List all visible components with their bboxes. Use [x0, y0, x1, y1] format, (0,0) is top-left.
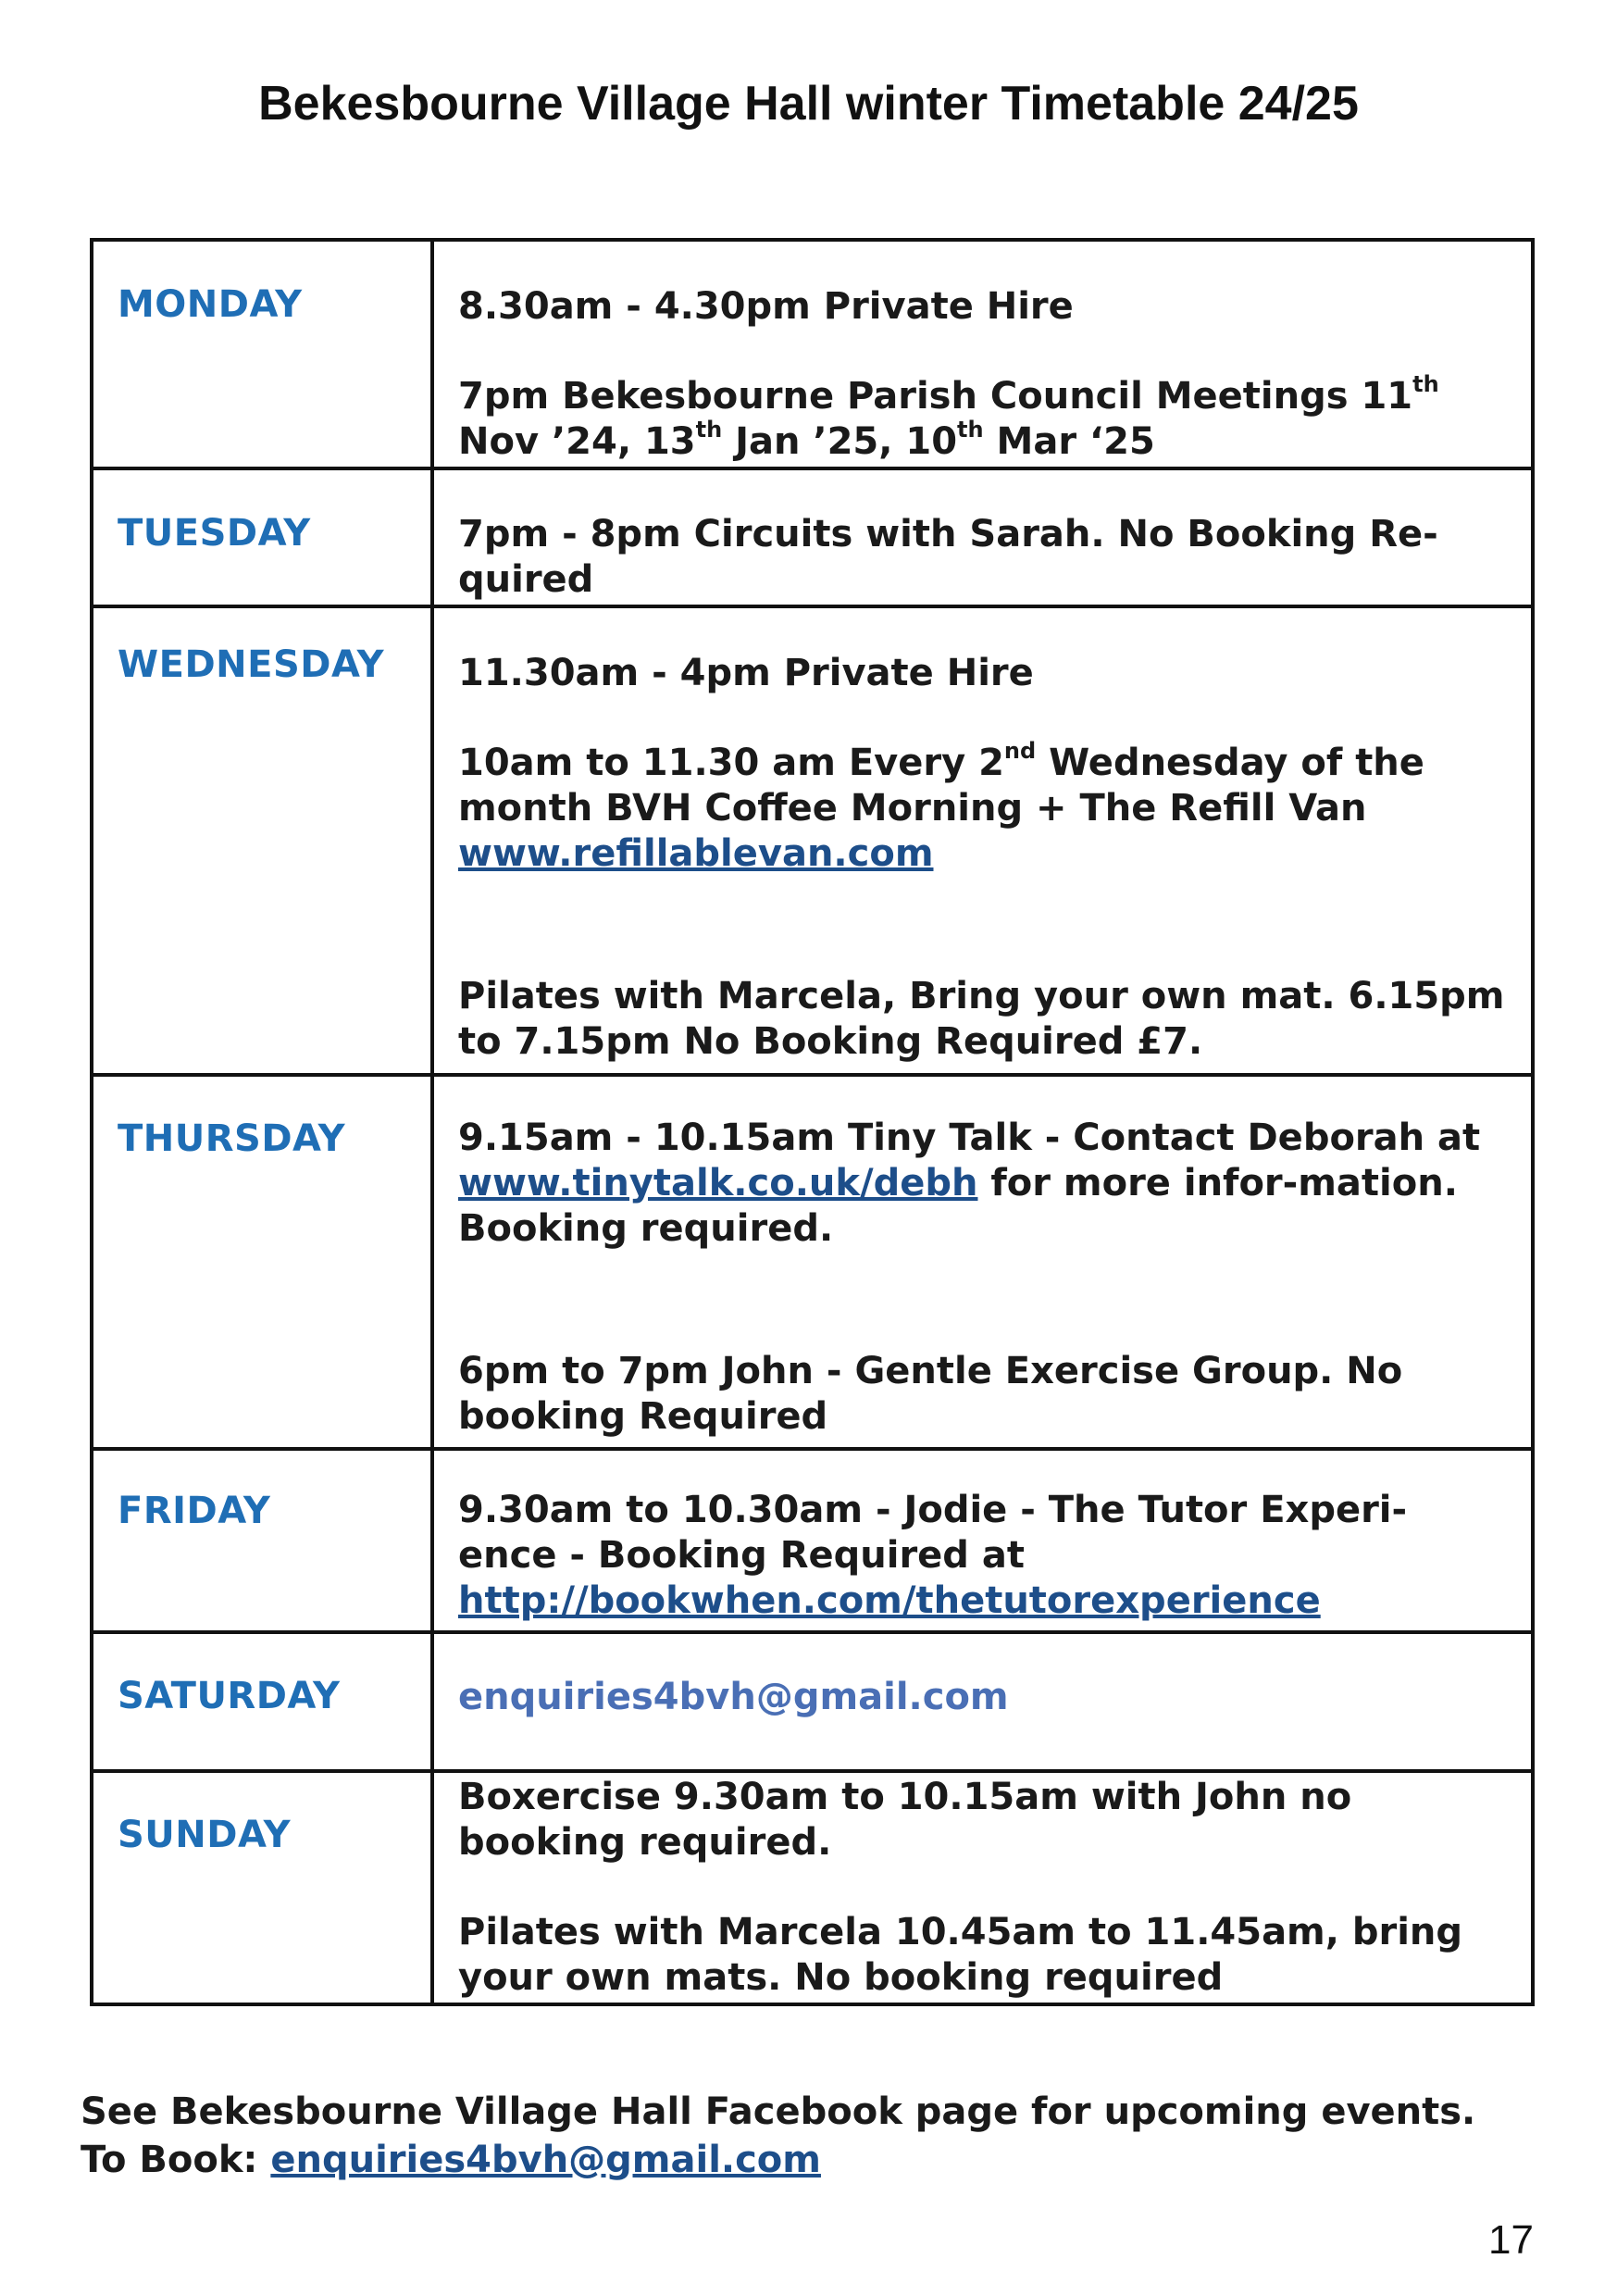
- sunday-pilates: Pilates with Marcela 10.45am to 11.45am, bring your own mats. No booking required: [458, 1911, 1463, 1999]
- day-label-tuesday: TUESDAY: [118, 512, 311, 555]
- day-label-friday: FRIDAY: [118, 1490, 271, 1532]
- table-row-friday: [92, 1449, 1533, 1632]
- day-label-wednesday: WEDNESDAY: [118, 643, 385, 686]
- day-label-monday: MONDAY: [118, 283, 303, 326]
- day-label-thursday: THURSDAY: [118, 1117, 346, 1160]
- wednesday-private-hire: 11.30am - 4pm Private Hire: [458, 652, 1034, 694]
- table-row-thursday: [92, 1075, 1533, 1449]
- friday-tutor-experience: 9.30am to 10.30am - Jodie - The Tutor Experi-ence - Booking Required at http://bookwhen.com/thetutorexperience: [458, 1489, 1408, 1622]
- tuesday-circuits: 7pm - 8pm Circuits with Sarah. No Booking Re-quired: [458, 513, 1438, 601]
- table-row-monday: [92, 240, 1533, 468]
- thursday-gentle-exercise: 6pm to 7pm John - Gentle Exercise Group. No booking Required: [458, 1350, 1403, 1438]
- day-label-saturday: SATURDAY: [118, 1675, 341, 1717]
- refill-van-link[interactable]: www.refillablevan.com: [458, 832, 934, 875]
- sunday-boxercise: Boxercise 9.30am to 10.15am with John no booking required.: [458, 1776, 1352, 1864]
- footer: [81, 2088, 1561, 2184]
- tinytalk-link[interactable]: www.tinytalk.co.uk/debh: [458, 1162, 978, 1204]
- page-title: Bekesbourne Village Hall winter Timetable 24/25: [258, 77, 1359, 131]
- footer-email-link[interactable]: enquiries4bvh@gmail.com: [270, 2139, 821, 2181]
- table-row-saturday: [92, 1632, 1533, 1771]
- day-cell-thursday: [92, 1075, 432, 1449]
- day-cell-sunday: [92, 1771, 432, 2004]
- saturday-email-link[interactable]: enquiries4bvh@gmail.com: [458, 1676, 1009, 1718]
- activity-cell-friday: [432, 1449, 1533, 1632]
- activity-cell-saturday: [432, 1632, 1533, 1771]
- activity-cell-thursday: [432, 1075, 1533, 1449]
- thursday-tiny-talk: 9.15am - 10.15am Tiny Talk - Contact Deborah at www.tinytalk.co.uk/debh for more infor-mation. Booking required.: [458, 1117, 1481, 1250]
- bookwhen-link[interactable]: http://bookwhen.com/thetutorexperience: [458, 1579, 1321, 1622]
- day-label-sunday: SUNDAY: [118, 1814, 292, 1856]
- monday-parish-council: 7pm Bekesbourne Parish Council Meetings 11th Nov ’24, 13th Jan ’25, 10th Mar ‘25: [458, 370, 1439, 463]
- table-row-tuesday: [92, 468, 1533, 606]
- day-cell-tuesday: [92, 468, 432, 606]
- page-number: 17: [1488, 2217, 1534, 2263]
- footer-booking: To Book: enquiries4bvh@gmail.com: [81, 2139, 821, 2181]
- activity-cell-tuesday: [432, 468, 1533, 606]
- saturday-contact: [458, 1675, 1505, 1720]
- day-cell-saturday: [92, 1632, 432, 1771]
- table-row-sunday: [92, 1771, 1533, 2004]
- activity-cell-sunday: [432, 1771, 1533, 2004]
- timetable: [90, 238, 1535, 2006]
- monday-private-hire: 8.30am - 4.30pm Private Hire: [458, 285, 1074, 328]
- day-cell-monday: [92, 240, 432, 468]
- activity-cell-wednesday: [432, 606, 1533, 1075]
- wednesday-coffee-morning: 10am to 11.30 am Every 2nd Wednesday of the month BVH Coffee Morning + The Refill Van www.refillablevan.com: [458, 737, 1424, 875]
- activity-cell-monday: [432, 240, 1533, 468]
- day-cell-wednesday: [92, 606, 432, 1075]
- table-row-wednesday: [92, 606, 1533, 1075]
- footer-facebook-note: See Bekesbourne Village Hall Facebook page for upcoming events.: [81, 2090, 1476, 2133]
- day-cell-friday: [92, 1449, 432, 1632]
- wednesday-pilates: Pilates with Marcela, Bring your own mat. 6.15pm to 7.15pm No Booking Required £7.: [458, 975, 1505, 1063]
